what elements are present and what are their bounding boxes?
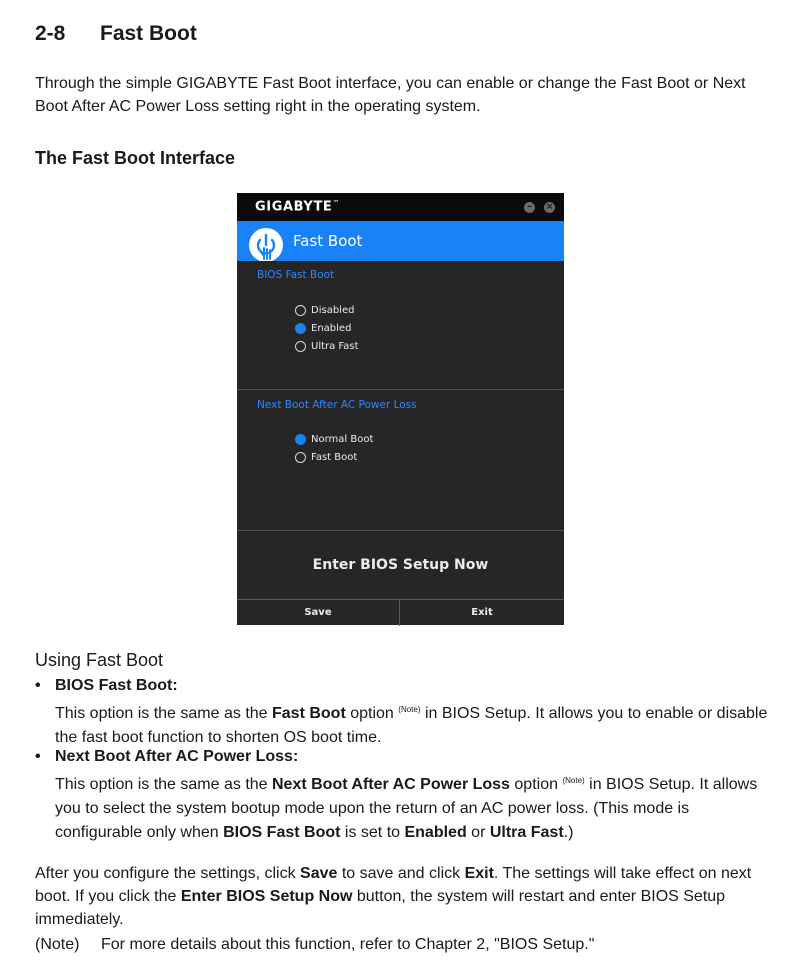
body-text: After you configure the settings, click (35, 865, 301, 882)
note-text: For more details about this function, refer to Chapter 2, "BIOS Setup." (101, 936, 595, 953)
radio-on-icon (295, 434, 306, 445)
logo-text: GIGABYTE (255, 199, 333, 215)
section-divider (237, 389, 564, 390)
power-hand-icon (249, 228, 283, 261)
save-button[interactable]: Save (237, 600, 400, 626)
body-text: . The settings will take effect on next boot. If you click the (35, 865, 752, 905)
enter-bios-setup-button[interactable]: Enter BIOS Setup Now (312, 557, 489, 573)
app-header (237, 221, 564, 261)
body-bold: Enter BIOS Setup Now (180, 888, 353, 905)
body-text: is set to (340, 824, 405, 841)
note-mark: (Note) (562, 776, 585, 785)
radio-off-icon (295, 305, 306, 316)
radio-off-icon (295, 452, 306, 463)
radio-normal-boot[interactable] (295, 433, 373, 446)
radio-on-icon (295, 323, 306, 334)
body-text: button, the system will restart and enter BIOS Setup immediately. (35, 888, 726, 928)
bullet-title: BIOS Fast Boot: (55, 677, 178, 694)
body-text: This option is the same as the (55, 705, 272, 722)
section-title: Fast Boot (100, 22, 197, 45)
bullet-dot-icon: • (35, 677, 41, 694)
close-icon[interactable]: × (545, 202, 554, 212)
note-mark: (Note) (398, 705, 421, 714)
logo-trademark: ™ (332, 199, 341, 207)
after-paragraph (35, 862, 780, 931)
body-text: option (509, 776, 558, 793)
bullet-bios-fast-boot (35, 677, 178, 695)
radio-label: Normal Boot (311, 434, 374, 445)
bullet-title: Next Boot After AC Power Loss: (55, 748, 299, 765)
exit-button[interactable]: Exit (471, 607, 493, 618)
bullet-body (55, 769, 780, 845)
bullet-next-boot (35, 748, 298, 766)
radio-label: Fast Boot (311, 452, 358, 463)
title-bar (237, 193, 564, 221)
using-heading: Using Fast Boot (35, 650, 164, 670)
body-text: .) (563, 824, 574, 841)
body-bold: Next Boot After AC Power Loss (272, 776, 510, 793)
body-text: to save and click (337, 865, 465, 882)
body-text: This option is the same as the (55, 776, 272, 793)
section-number: 2-8 (35, 22, 66, 45)
radio-label: Enabled (311, 323, 352, 334)
body-bold: Fast Boot (272, 705, 346, 722)
bios-fast-boot-label: BIOS Fast Boot (257, 269, 335, 281)
body-text: in BIOS Setup. It allows you to select the system bootup mode upon the return of an AC power loss. (This mode is configurable only when (55, 776, 758, 841)
note-label: (Note) (35, 936, 80, 953)
fast-boot-window (237, 193, 564, 625)
radio-label: Ultra Fast (311, 341, 359, 352)
radio-off-icon (295, 341, 306, 352)
intro-paragraph: Through the simple GIGABYTE Fast Boot interface, you can enable or change the Fast Boot or Next Boot After AC Power Loss setting right in the operating system. (35, 75, 746, 115)
next-boot-label: Next Boot After AC Power Loss (257, 399, 417, 411)
body-bold: Save (300, 865, 338, 882)
radio-label: Disabled (311, 305, 355, 316)
gigabyte-logo (255, 199, 340, 214)
radio-enabled[interactable] (295, 322, 351, 335)
bullet-body (55, 698, 780, 750)
body-bold: Ultra Fast (489, 824, 564, 841)
radio-fast-boot[interactable] (295, 451, 357, 464)
footer-bar (237, 599, 564, 626)
radio-ultra-fast[interactable] (295, 340, 359, 353)
body-text: option (345, 705, 394, 722)
body-text: or (466, 824, 490, 841)
body-text: in BIOS Setup. It allows you to enable or disable the fast boot function to shorten OS boot time. (55, 705, 768, 746)
body-bold: Exit (464, 865, 494, 882)
interface-heading: The Fast Boot Interface (35, 148, 236, 168)
minimize-icon[interactable]: – (524, 202, 535, 213)
radio-disabled[interactable] (295, 304, 354, 317)
body-bold: Enabled (404, 824, 467, 841)
bullet-dot-icon: • (35, 748, 41, 765)
body-bold: BIOS Fast Boot (223, 824, 341, 841)
app-title: Fast Boot (293, 232, 363, 250)
